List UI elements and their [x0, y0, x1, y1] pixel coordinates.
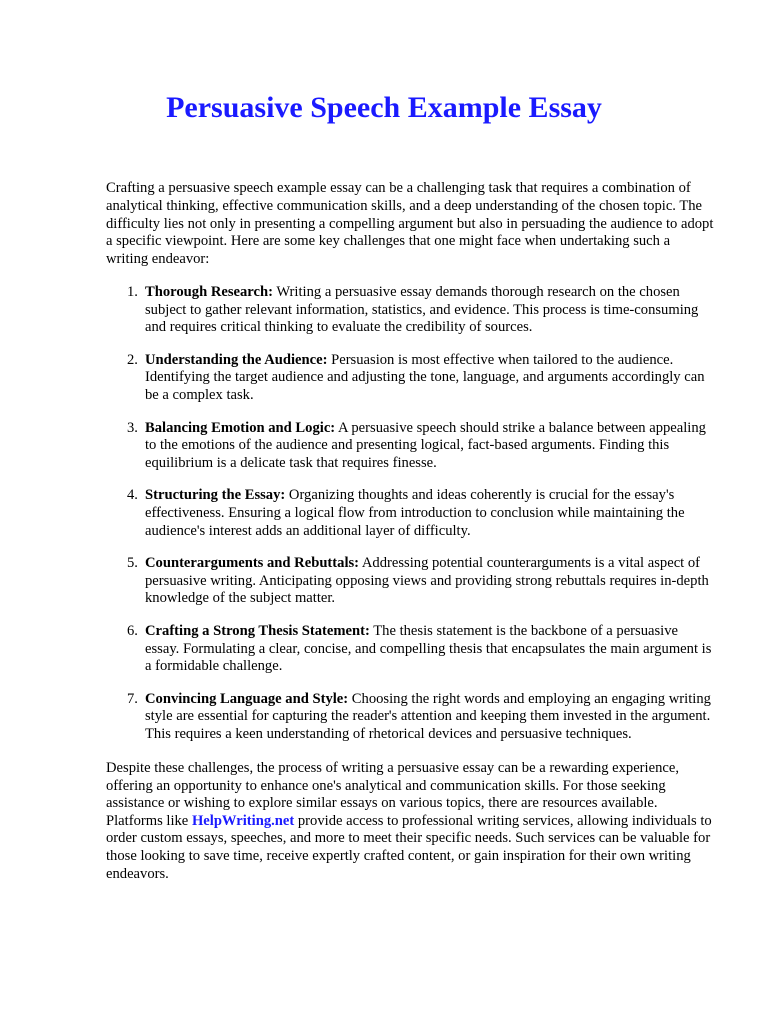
list-item-text: The thesis statement is the backbone of a persuasive essay. Formulating a clear, concise, and compelling thesis that encapsulates the main argument is a formidable challenge.: [145, 622, 712, 675]
list-item-number: 3.: [127, 419, 138, 436]
list-item: [127, 351, 715, 405]
list-item-text: A persuasive speech should strike a balance between appealing to the emotions of the audience and presenting logical, fact-based arguments. Finding this equilibrium is a delicate task that requires finesse.: [145, 419, 706, 471]
list-item-number: 7.: [127, 690, 138, 707]
page-title: Persuasive Speech Example Essay: [166, 91, 602, 124]
list-item-heading: Balancing Emotion and Logic:: [145, 419, 336, 436]
list-item-text: Addressing potential counterarguments is a vital aspect of persuasive writing. Anticipating opposing views and providing strong rebuttals requires in-depth knowledge of the subject matter.: [145, 555, 709, 607]
conclusion-text-end: provide access to professional writing services, allowing individuals to order custom essays, speeches, and more to meet their specific needs. Such services can be valuable for those looking to save time, receive expertly crafted content, or gain inspiration for their own writing endeavors.: [106, 812, 712, 882]
list-item-heading: Understanding the Audience:: [145, 351, 328, 368]
list-item-text: Persuasion is most effective when tailored to the audience. Identifying the target audience and adjusting the tone, language, and arguments accordingly can be a complex task.: [145, 351, 705, 403]
list-item: [127, 622, 715, 676]
list-item-heading: Crafting a Strong Thesis Statement:: [145, 622, 370, 639]
list-item: [127, 284, 715, 337]
list-item-heading: Structuring the Essay:: [145, 487, 286, 504]
list-item: [127, 419, 715, 473]
list-item-number: 5.: [127, 555, 138, 572]
list-item-text: Choosing the right words and employing an engaging writing style are essential for capturing the reader's attention and keeping them invested in the argument. This requires a keen understanding of rhetorical devices and persuasive techniques.: [145, 690, 711, 742]
list-item-heading: Counterarguments and Rebuttals:: [145, 555, 360, 572]
conclusion-paragraph: [106, 760, 714, 883]
list-item: [127, 555, 715, 608]
list-item-text: Writing a persuasive essay demands thorough research on the chosen subject to gather relevant information, statistics, and evidence. This process is time-consuming and requires critical thinking to evaluate the credibility of sources.: [145, 284, 699, 336]
list-item-number: 2.: [127, 351, 138, 368]
list-item-number: 1.: [127, 284, 138, 300]
challenges-list: [127, 284, 715, 758]
conclusion-text-start: Despite these challenges, the process of writing a persuasive essay can be a rewarding experience, offering an opportunity to enhance one's analytical and communication skills. For those seeking assistance or wishing to explore similar essays on various topics, there are resources available. Platforms like: [106, 760, 679, 829]
list-item-text: Organizing thoughts and ideas coherently is crucial for the essay's effectiveness. Ensuring a logical flow from introduction to conclusion while maintaining the audience's interest adds an additional layer of difficulty.: [145, 487, 685, 539]
list-item: [127, 690, 715, 744]
intro-paragraph: Crafting a persuasive speech example essay can be a challenging task that requires a combination of analytical thinking, effective communication skills, and a deep understanding of the chosen topic. The difficulty lies not only in presenting a compelling argument but also in persuading the audience to adopt a specific viewpoint. Here are some key challenges that one might face when undertaking such a writing endeavor:: [106, 180, 714, 268]
list-item-heading: Thorough Research:: [145, 284, 273, 300]
list-item-heading: Convincing Language and Style:: [145, 690, 349, 707]
helpwriting-link[interactable]: HelpWriting.net: [191, 812, 295, 829]
list-item-number: 6.: [127, 622, 138, 639]
list-item: [127, 487, 715, 540]
list-item-number: 4.: [127, 487, 138, 504]
